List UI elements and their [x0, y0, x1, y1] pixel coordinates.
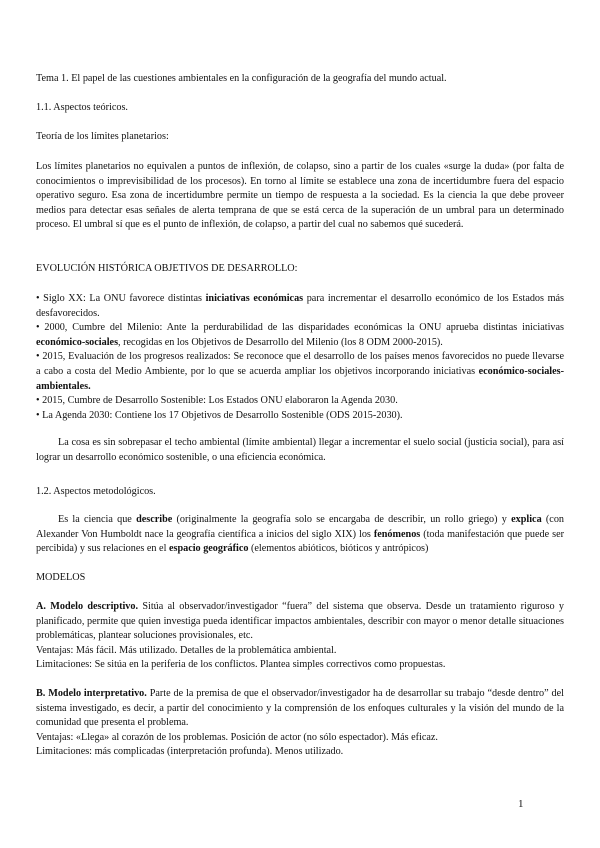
- paragraph-ciencia-geografia: Es la ciencia que describe (originalmente la geografía solo se encargaba de describir, un rollo griego) y explica (con Alexander Von Humboldt nace la geografía científica a inicios del siglo XIX) los fenómenos (toda manifestación que puede ser percibida) y sus relaciones en el espacio geográfico (elementos abióticos, bióticos y antrópicos): [36, 514, 565, 555]
- model-b-ventajas: Ventajas: «Llega» al corazón de los problemas. Posición de actor (no sólo espectador). Más eficaz.: [36, 731, 438, 743]
- heading-evolucion-historica: EVOLUCIÓN HISTÓRICA OBJETIVOS DE DESARROLLO:: [36, 263, 298, 274]
- paragraph-techo-ambiental: La cosa es sin sobrepasar el techo ambiental (límite ambiental) llegar a incrementar el suelo social (justicia social), para así lograr un desarrollo económico sostenible, o una eficiencia económica.: [36, 437, 564, 463]
- paragraph-limites-planetarios: Los límites planetarios no equivalen a puntos de inflexión, de colapso, sino a partir de los cuales «surge la duda» (por falta de conocimientos o imprevisibilidad de los procesos). En torno al límite se establece una zona de incertidumbre fuera del espacio operativo seguro. Esa zona de incertidumbre permite un tiempo de respuesta a la sociedad. Es la ciencia la que debe proveer medios para detectar esas señales de alerta temprana de que se está cerca de la superación de un umbral para un determinado proceso. El umbral sí que es el punto de inflexión, de colapso, a partir del cual no sabemos qué sucederá.: [36, 161, 564, 231]
- bullet-2015-evaluacion: • 2015, Evaluación de los progresos realizados: Se reconoce que el desarrollo de los países menos favorecidos no puede llevarse a cabo a costa del Medio Ambiente, por lo que se acuerda ampliar los objetivos incorporando iniciativas económico-sociales-ambientales.: [36, 351, 564, 392]
- model-a-ventajas: Ventajas: Más fácil. Más utilizado. Detalles de la problemática ambiental.: [36, 644, 337, 656]
- model-a-descriptivo: [36, 600, 564, 673]
- page-number: 1: [518, 798, 524, 810]
- section-heading-aspectos-metodologicos: 1.2. Aspectos metodológicos.: [36, 486, 156, 497]
- model-a-limitaciones: Limitaciones: Se sitúa en la periferia de los conflictos. Plantea simples correctivos como propuestas.: [36, 659, 446, 671]
- bullet-2000-cumbre-milenio: • 2000, Cumbre del Milenio: Ante la perdurabilidad de las disparidades económicas la ONU aprueba distintas iniciativas económico-sociales, recogidas en los Objetivos de Desarrollo del Milenio (los 8 ODM 2000-2015).: [36, 322, 564, 348]
- model-b-limitaciones: Limitaciones: más complicadas (interpretación profunda). Menos utilizado.: [36, 746, 344, 758]
- bullet-list-objetivos: [36, 292, 564, 423]
- subheading-limites-planetarios: Teoría de los límites planetarios:: [36, 131, 169, 142]
- document-title: Tema 1. El papel de las cuestiones ambientales en la configuración de la geografía del mundo actual.: [36, 73, 447, 84]
- model-b-interpretativo: [36, 687, 564, 760]
- bullet-2015-cumbre-sostenible: • 2015, Cumbre de Desarrollo Sostenible: Los Estados ONU elaboraron la Agenda 2030.: [36, 395, 398, 407]
- model-b-description: B. Modelo interpretativo. Parte de la premisa de que el observador/investigador ha de desarrollar su trabajo “desde dentro” del sistema investigado, es decir, a partir del conocimiento y la comprensión de los enfoques culturales y la visión del mundo de la comunidad que presenta el problema.: [36, 688, 564, 729]
- bullet-agenda-2030: • La Agenda 2030: Contiene los 17 Objetivos de Desarrollo Sostenible (ODS 2015-2030).: [36, 409, 403, 421]
- section-heading-aspectos-teoricos: 1.1. Aspectos teóricos.: [36, 102, 128, 113]
- heading-modelos: MODELOS: [36, 572, 86, 583]
- model-a-description: A. Modelo descriptivo. Sitúa al observador/investigador “fuera” del sistema que observa. Desde un tratamiento riguroso y planificado, permite que quien investiga pueda identificar impactos ambientales, describir con mayor o menor detalle situaciones problemáticas, plantear soluciones provisionales, etc.: [36, 601, 564, 642]
- bullet-siglo-xx: • Siglo XX: La ONU favorece distintas iniciativas económicas para incrementar el desarrollo económico de los Estados más desfavorecidos.: [36, 293, 564, 319]
